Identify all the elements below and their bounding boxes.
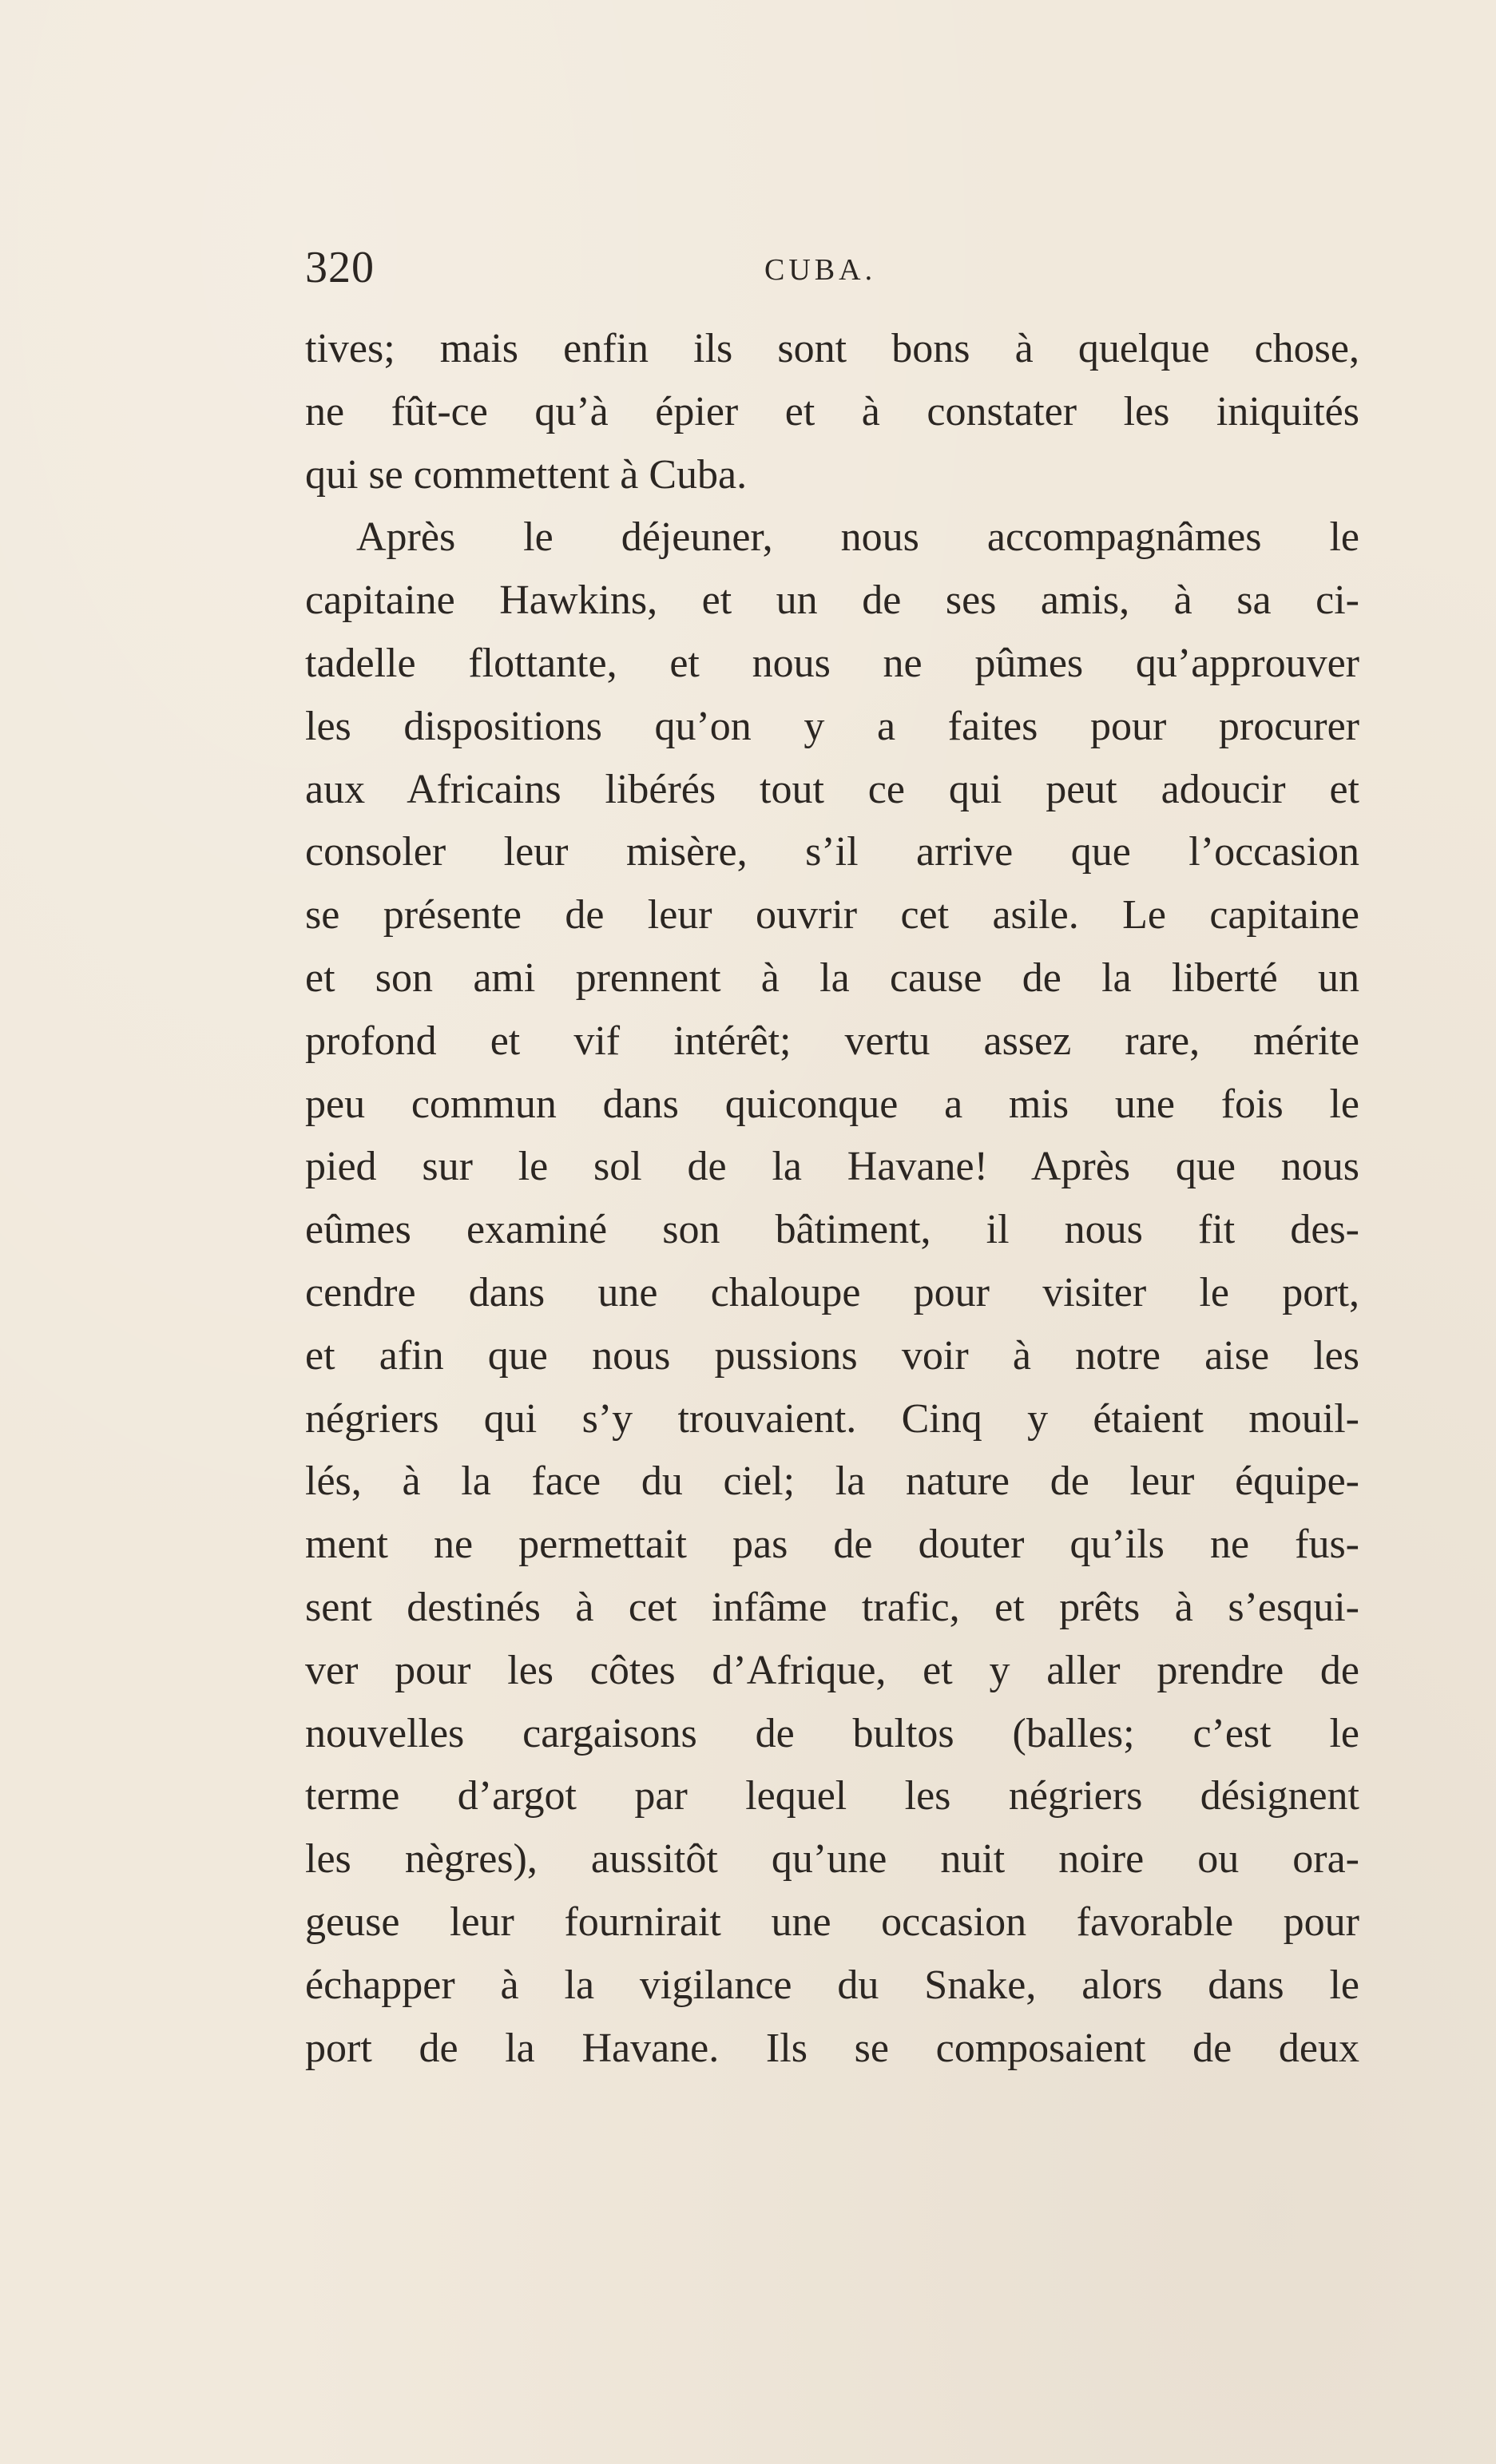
text-line: ver pour les côtes d’Afrique, et y aller prendre de [305,1647,1359,1693]
text-line: capitaine Hawkins, et un de ses amis, à sa ci- [305,577,1359,624]
text-line: port de la Havane. Ils se composaient de deux [305,2025,1359,2071]
text-line: nouvelles cargaisons de bultos (balles; c’est le [305,1710,1359,1756]
page-number: 320 [305,243,375,292]
text-line: eûmes examiné son bâtiment, il nous fit des- [305,1207,1359,1253]
text-line: peu commun dans quiconque a mis une fois le [305,1081,1359,1127]
text-line: aux Africains libérés tout ce qui peut adoucir et [305,766,1359,812]
running-head: CUBA. [764,253,877,287]
text-line: lés, à la face du ciel; la nature de leur équipe- [305,1458,1359,1505]
text-line: geuse leur fournirait une occasion favorable pour [305,1899,1359,1945]
text-line: consoler leur misère, s’il arrive que l’occasion [305,829,1359,875]
text-line: profond et vif intérêt; vertu assez rare, mérite [305,1018,1359,1064]
text-line: ne fût-ce qu’à épier et à constater les iniquités [305,388,1359,434]
text-line: et afin que nous pussions voir à notre aise les [305,1332,1359,1379]
text-line: négriers qui s’y trouvaient. Cinq y étaient mouil- [305,1395,1359,1442]
page-header [305,240,1359,296]
text-line: qui se commettent à Cuba. [305,451,748,498]
text-line: sent destinés à cet infâme trafic, et prêts à s’esqui- [305,1584,1359,1630]
text-line: les nègres), aussitôt qu’une nuit noire ou ora- [305,1836,1359,1883]
paragraph-start-line: Après le déjeuner, nous accompagnâmes le [356,514,1359,561]
body-text [305,318,1359,2080]
text-line: ment ne permettait pas de douter qu’ils ne fus- [305,1522,1359,1568]
text-line: terme d’argot par lequel les négriers désignent [305,1773,1359,1819]
text-line: les dispositions qu’on y a faites pour procurer [305,703,1359,749]
text-line: cendre dans une chaloupe pour visiter le port, [305,1269,1359,1315]
text-line: échapper à la vigilance du Snake, alors dans le [305,1962,1359,2008]
text-line: et son ami prennent à la cause de la liberté un [305,954,1359,1001]
text-line: se présente de leur ouvrir cet asile. Le capitaine [305,892,1359,938]
text-line: pied sur le sol de la Havane! Après que nous [305,1144,1359,1190]
text-line: tives; mais enfin ils sont bons à quelque chose, [305,326,1359,371]
text-line: tadelle flottante, et nous ne pûmes qu’approuver [305,640,1359,686]
